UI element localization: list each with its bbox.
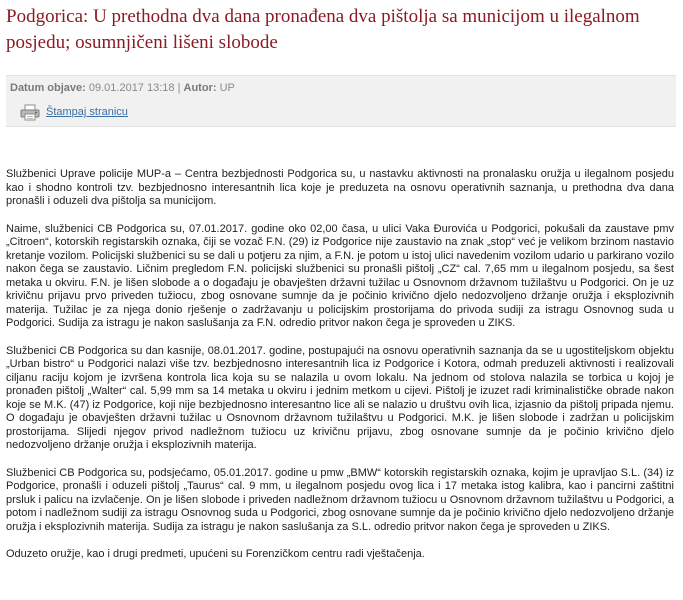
page-title: Podgorica: U prethodna dva dana pronađena dva pištolja sa municijom u ilegalnom posjedu; osumnjičeni lišeni slobode — [6, 6, 640, 53]
article-paragraph: Službenici CB Podgorica su dan kasnije, 08.01.2017. godine, postupajući na osnovu operativnih saznanja da se u ugostiteljskom objektu „Urban bistro“ u Podgorici nalazi više tzv. bezbjednosno interesantnih lica iz Podgorice i Kotora, odmah preduzeli aktivnosti i realizovali ciljanu raciju kojom je izvršena kontrola lica koja su se nalazila u ovom lokalu. Na jednom od stolova nalazila se torbica u kojoj je pronađen pištolj „Walter“ cal. 5,99 mm sa 14 metaka u okviru i jednim metkom u cijevi. Pištolj je izuzet radi kriminalističke obrade nakon koje se M.K. (47) iz Podgorice, koji nije bezbjednosno interesantno lice ali se nalazio u društvu ovih lica, izjasnio da pištolj pripada njemu. O događaju je obavješten državni tužilac u Osnovnom državnom tužilaštvu u Podgorici. M.K. je lišen slobode i zadržan u policijskim prostorijama. Slijedi njegov privod nadležnom tužiocu uz krivičnu prijavu, zbog osnovane sumnje da je počinio krivično djelo nedozvoljeno držanje oružja i eksplozivnih materija. — [6, 344, 674, 451]
article-meta-box — [6, 75, 676, 127]
date-value: 09.01.2017 13:18 — [88, 82, 175, 94]
article-body — [6, 168, 674, 576]
author-label: Autor: — [183, 82, 217, 94]
article-paragraph: Službenici CB Podgorica su, podsjećamo, 05.01.2017. godine u pmw „BMW“ kotorskih registarskih oznaka, kojim je upravljao S.L. (34) iz Podgorice, pronašli i oduzeli pištolj „Taurus“ cal. 9 mm, u ilegalnom posjedu ovog lica i 17 metaka istog kalibra, kao i pancirni zaštitni prsluk i palicu na izvlačenje. On je lišen slobode i priveden nadležnom državnom tužiocu u Osnovnom državnom tužilaštvu u Podgorici, a potom i nadležnom sudiji za istragu Osnovnog suda u Podgorici, zbog osnovane sumnje da je počinio krivično djelo nedozvoljeno držanje oružja i eksplozivnih materija. Sudija za istragu je nakon saslušanja za S.L. odredio pritvor nakon čega je sproveden u ZIKS. — [6, 466, 674, 533]
meta-separator: | — [177, 82, 181, 94]
print-page-button[interactable] — [20, 102, 128, 122]
author-value: UP — [219, 82, 235, 94]
printer-icon — [20, 104, 40, 121]
article-paragraph: Oduzeto oružje, kao i drugi predmeti, upućeni su Forenzičkom centru radi vještačenja. — [6, 548, 425, 560]
date-label: Datum objave — [10, 82, 83, 94]
article-paragraph: Službenici Uprave policije MUP-a – Centra bezbjednosti Podgorica su, u nastavku aktivnosti na pronalasku oružja u ilegalnom posjedu kao i shodno kontroli tzv. bezbjednosno interesantnih lica koje je preduzeta na osnovu operativnih saznanja, u prethodna dva dana pronašli i oduzeli dva pištolja sa municijom. — [6, 168, 674, 207]
article-meta: Datum objave: 09.01.2017 13:18 | Autor: UP — [10, 82, 235, 94]
article-paragraph: Naime, službenici CB Podgorica su, 07.01.2017. godine oko 02,00 časa, u ulici Vaka Đurovića u Podgorici, pokušali da zaustave pmv „Citroen“, kotorskih registarskih oznaka, čiji se vozač F.N. (29) iz Podgorice nije zaustavio na znak „stop“ već je velikom brzinom nastavio kretanje vozilom. Policijski službenici su se dali u potjeru za njim, a F.N. je potom u istoj ulici navedenim vozilom udario u parkirano vozilo nakon čega se zaustavio. Ličnim pregledom F.N. policijski službenici su pronašli pištolj „CZ“ cal. 7,65 mm u ilegalnom posjedu, sa šest metaka u okviru. F.N. je lišen slobode a o događaju je obavješten državni tužilac u Osnovnom državnom tužilaštvu u Podgorici. On je uz krivičnu prijavu prvo priveden tužiocu, zbog osnovane sumnje da je počinio krivično djelo nedozvoljeno držanje oružja i eksplozivnih materija. Tužilac je za njega donio rješenje o zadržavanju u policijskim prostorijama do privoda sudiji za istragu Osnovnog suda u Podgorici. Sudija za istragu je nakon saslušanja za F.N. odredio pritvor nakon čega je sproveden u ZIKS. — [6, 222, 674, 329]
print-page-link[interactable]: Štampaj stranicu — [46, 106, 128, 118]
